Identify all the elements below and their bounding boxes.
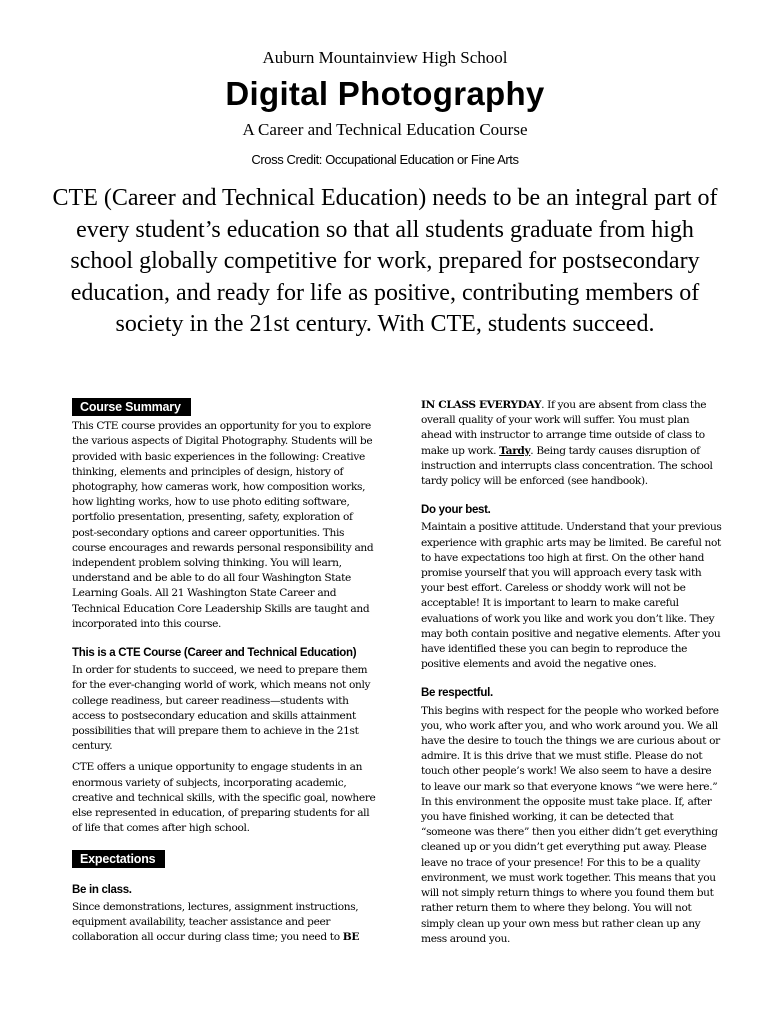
page-title: Digital Photography	[225, 75, 545, 112]
be-in-class-text	[72, 900, 376, 946]
course-summary-text: This CTE course provides an opportunity for you to explore the various aspects of Digital Photography. Students will be provided with basic experiences in the following: Creative thinking, elements and principles of design, history of photography, how cameras work, how composition works, how lighting works, how to use photo editing software, portfolio presentation, presenting, safety, exploration of post-secondary options and career opportunities. This course encourages and rewards personal responsibility and independent problem solving thinking. You will learn, understand and be able to do all four Washington State Learning Goals. All 21 Washington State Career and Technical Education Core Leadership Skills are taught and incorporated into this course.	[72, 420, 374, 630]
cross-credit-line: Cross Credit: Occupational Education or Fine Arts	[251, 152, 519, 167]
be-in-class-heading: Be in class.	[72, 883, 132, 896]
expectations-label: Expectations	[72, 850, 165, 868]
in-class-everyday-bold: IN CLASS EVERYDAY	[421, 399, 542, 411]
course-subtitle: A Career and Technical Education Course	[242, 120, 528, 139]
in-class-paragraph	[421, 398, 723, 489]
in-class-text-1: . If you are absent from class the overall quality of your work will suffer. You must plan ahead with instructor to arrange time outside of class to make up work.	[421, 399, 707, 457]
tardy-word: Tardy	[499, 444, 531, 457]
in-class-text-2: . Being tardy causes disruption of instruction and interrupts class concentration. The school tardy policy will be enforced (see handbook).	[421, 444, 713, 488]
course-summary-label: Course Summary	[72, 398, 191, 416]
be-in-class-body: Since demonstrations, lectures, assignment instructions, equipment availability, teacher assistance and peer collaboration all occur during class time; you need to	[72, 900, 359, 944]
be-in-class-bold: BE	[342, 931, 360, 944]
cte-mission-statement: CTE (Career and Technical Education) needs to be an integral part of every student’s education so that all students graduate from high school globally competitive for work, prepared for postsecondary education, and ready for life as positive, contributing members of society in the 21st century. With CTE, students succeed.	[52, 185, 718, 337]
do-your-best-text: Maintain a positive attitude. Understand that your previous experience with graphic arts may be limited. Be careful not to have expectations too high at first. On the other hand promise yourself that you will approach every task with your best effort. Careless or shoddy work will not be acceptable! It is important to learn to make careful evaluations of work you like and work you don’t like. They may both contain positive and negative elements. After you have identified these you can begin to reproduce the positive elements and avoid the negative ones.	[421, 521, 722, 671]
cte-course-text-2: CTE offers a unique opportunity to engage students in an enormous variety of subjects, incorporating academic, creative and technical skills, with the specific goal, nowhere else represented in education, of preparing students for all of life that comes after high school.	[72, 761, 376, 835]
left-column	[72, 398, 376, 946]
cte-course-text-1: In order for students to succeed, we need to prepare them for the ever-changing world of work, which means not only college readiness, but career readiness—students with access to postsecondary education and skills attainment possibilities that will prepare them to achieve in the 21st century.	[72, 664, 371, 753]
right-column	[421, 398, 723, 947]
cte-course-heading: This is a CTE Course (Career and Technical Education)	[72, 647, 357, 660]
do-your-best-heading: Do your best.	[421, 504, 491, 517]
be-respectful-heading: Be respectful.	[421, 687, 493, 700]
school-name: Auburn Mountainview High School	[262, 48, 508, 67]
be-respectful-text: This begins with respect for the people who worked before you, who work after you, and who work around you. We all have the desire to touch the things we are curious about or admire. It is this drive that we must stifle. Please do not touch other people’s work! We also seem to have a desire to leave our mark so that everyone knows “we were here.” In this environment the opposite must take place. If, after you have finished working, it can be detected that “someone was there” then you either didn’t get everything cleaned up or you didn’t get everything put away. Please leave no trace of your presence! For this to be a quality environment, we must work together. This means that you will not simply return things to where you found them but rather return them to where they belong. You will not simply clean up your own mess but rather clean up any mess around you.	[421, 704, 720, 945]
